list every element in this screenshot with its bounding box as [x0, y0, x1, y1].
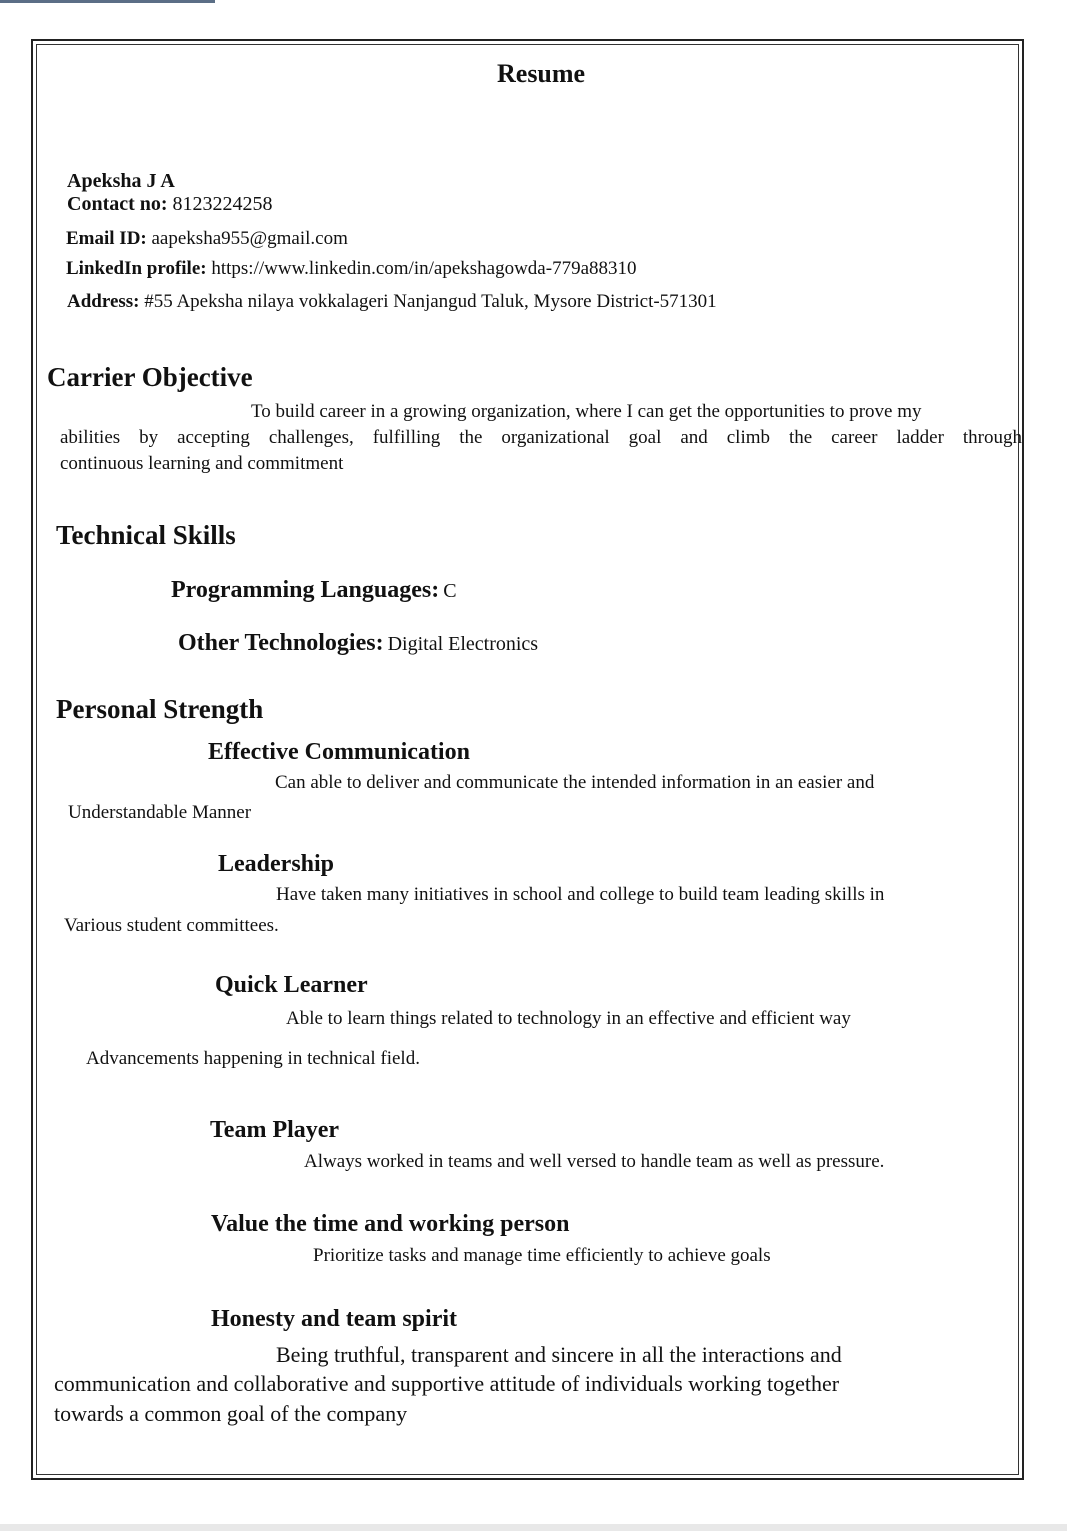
strength-title-team-player: Team Player: [210, 1117, 340, 1143]
strength-text-honesty-2: communication and collaborative and supportive attitude of individuals working together: [54, 1371, 840, 1396]
strength-title-honesty: Honesty and team spirit: [211, 1306, 457, 1332]
strength-text-leadership-1: Have taken many initiatives in school and college to build team leading skills in: [276, 884, 885, 905]
other-tech-value: Digital Electronics: [387, 633, 539, 655]
programming-value: C: [443, 580, 457, 602]
linkedin-label: LinkedIn profile:: [66, 258, 207, 279]
skills-heading: Technical Skills: [56, 520, 236, 550]
resume-title: Resume: [497, 59, 586, 88]
top-accent-line: [0, 0, 215, 3]
strength-text-honesty-3: towards a common goal of the company: [54, 1401, 408, 1426]
strength-text-communication-1: Can able to deliver and communicate the intended information in an easier and: [275, 772, 875, 793]
strength-text-communication-2: Understandable Manner: [68, 802, 252, 823]
objective-line-1: To build career in a growing organization, where I can get the opportunities to prove my: [251, 401, 922, 422]
linkedin-value: https://www.linkedin.com/in/apekshagowda-779a88310: [211, 258, 637, 279]
email-value: aapeksha955@gmail.com: [151, 228, 348, 249]
bottom-background-strip: [0, 1524, 1067, 1531]
address-value: #55 Apeksha nilaya vokkalageri Nanjangud Taluk, Mysore District-571301: [144, 291, 717, 312]
strength-text-time-1: Prioritize tasks and manage time efficiently to achieve goals: [313, 1245, 771, 1266]
contact-email-row: [66, 228, 348, 250]
objective-line-3: continuous learning and commitment: [60, 453, 344, 474]
strength-text-team-player-1: Always worked in teams and well versed to handle team as well as pressure.: [304, 1151, 885, 1172]
strength-text-learner-1: Able to learn things related to technology in an effective and efficient way: [286, 1008, 851, 1029]
phone-value: 8123224258: [172, 193, 273, 215]
contact-linkedin-row: [66, 258, 637, 280]
strength-title-time: Value the time and working person: [211, 1211, 570, 1237]
strength-text-leadership-2: Various student committees.: [64, 915, 279, 936]
objective-line-2: abilities by accepting challenges, fulfilling the organizational goal and climb the career ladder through: [60, 427, 1022, 448]
strength-text-honesty-1: Being truthful, transparent and sincere in all the interactions and: [276, 1342, 842, 1367]
strength-title-learner: Quick Learner: [215, 972, 368, 998]
contact-address-row: [67, 291, 717, 313]
candidate-name: Apeksha J A: [67, 170, 175, 192]
strength-title-leadership: Leadership: [218, 851, 335, 877]
phone-label: Contact no:: [67, 193, 168, 215]
strength-title-communication: Effective Communication: [208, 739, 470, 765]
contact-phone-row: [67, 193, 273, 216]
objective-heading: Carrier Objective: [47, 362, 253, 392]
other-tech-label: Other Technologies:: [178, 630, 384, 656]
strengths-heading: Personal Strength: [56, 694, 264, 724]
strength-text-learner-2: Advancements happening in technical field.: [86, 1048, 420, 1069]
other-technologies-row: [178, 630, 538, 657]
programming-languages-row: [171, 577, 457, 604]
email-label: Email ID:: [66, 228, 147, 249]
address-label: Address:: [67, 291, 140, 312]
programming-label: Programming Languages:: [171, 577, 440, 603]
